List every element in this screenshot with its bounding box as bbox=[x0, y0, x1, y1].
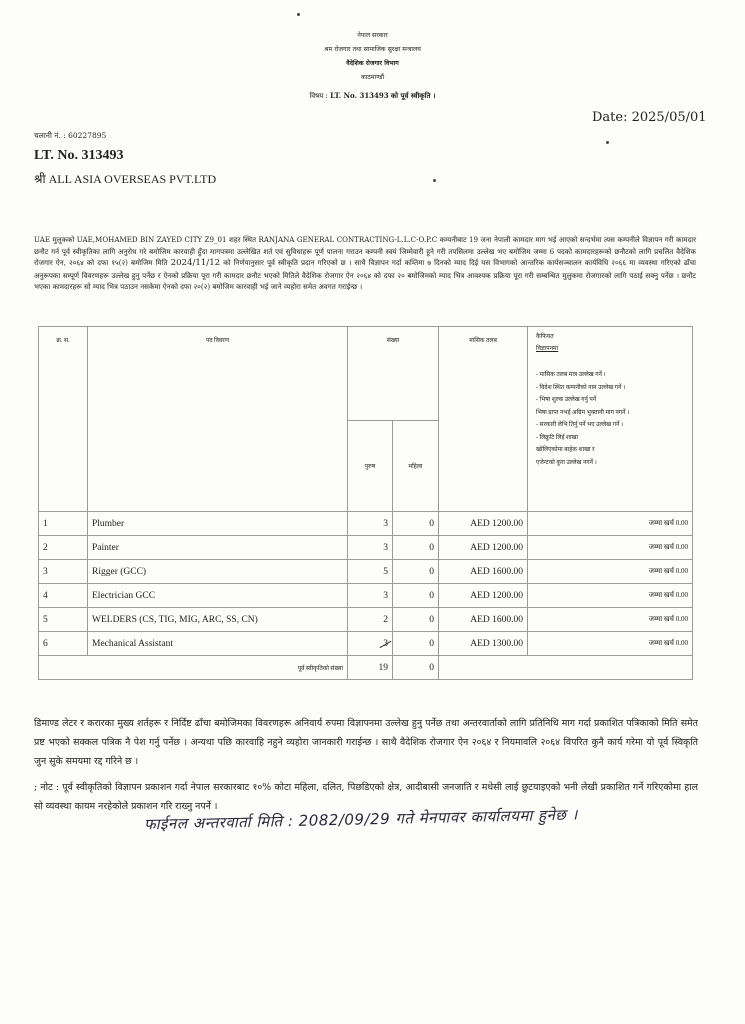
department-name: वैदेशिक रोजगार विभाग bbox=[346, 60, 399, 67]
table-row bbox=[39, 536, 693, 560]
row-fee: जम्मा खर्च 0.00 bbox=[528, 608, 693, 632]
row-female: 0 bbox=[393, 584, 439, 608]
col-remarks bbox=[528, 327, 693, 512]
row-fee: जम्मा खर्च 0.00 bbox=[528, 536, 693, 560]
intro-part1: UAE मुलुकको UAE,MOHAMED BIN ZAYED CITY Z9_01 शहर स्थित RANJANA GENERAL CONTRACTING-L.L.C-O.P.C कम्पनीबाट 19 जना नेपाली कामदार माग भई आएको सन्दर्भमा त्यस कम्पनीले विज्ञापन गरी कामदार छनौट गर्न पूर्व स्वीकृतिका लागि अनुरोध गरे बमोजिम कारवाही हुँदा मागपत्रमा उल्लेखित शर्त एवं सुविधाहरू पूर्ण पालना गराउन कम्पनी स्वयं जिम्मेवारी हुने गरी तपसिलमा उल्लेख भए बमोजिम जम्मा 6 पदको कामदारहरूको छनौटको लागि प्रचलित वैदेशिक रोजगार ऐन, २०६४ को दफा १५(२) बमोजिम मिति bbox=[34, 235, 696, 268]
remarks-item: खोलिएकोमा बाहेक शाखा र bbox=[536, 447, 595, 453]
jobs-table bbox=[38, 326, 693, 680]
col-male: पुरुष bbox=[348, 421, 393, 512]
row-male: 3 bbox=[348, 512, 393, 536]
row-male: 3 bbox=[348, 536, 393, 560]
remarks-item: - सरकारी लेभि तिर्नु पर्ने भए उल्लेख गर्ने । bbox=[536, 422, 624, 428]
table-row bbox=[39, 560, 693, 584]
row-post: Mechanical Assistant bbox=[88, 632, 348, 656]
scan-mark bbox=[433, 179, 436, 182]
remarks-item: - विदेश स्थित कम्पनीको नाम उल्लेख गर्ने । bbox=[536, 384, 626, 391]
row-sn: 5 bbox=[39, 608, 88, 632]
col-female: महिला bbox=[393, 421, 439, 512]
row-female: 0 bbox=[393, 560, 439, 584]
row-salary: AED 1300.00 bbox=[439, 632, 528, 656]
table-row bbox=[39, 512, 693, 536]
office-location: काठमाण्डौं bbox=[360, 74, 385, 81]
row-male-cell bbox=[348, 632, 393, 656]
subject-prefix: विषय : bbox=[309, 92, 328, 100]
row-female: 0 bbox=[393, 632, 439, 656]
table-header-row bbox=[39, 327, 693, 421]
row-post: Rigger (GCC) bbox=[88, 560, 348, 584]
row-fee: जम्मा खर्च 0.00 bbox=[528, 560, 693, 584]
row-post: Painter bbox=[88, 536, 348, 560]
scan-mark bbox=[297, 13, 300, 16]
row-fee: जम्मा खर्च 0.00 bbox=[528, 512, 693, 536]
row-female: 0 bbox=[393, 512, 439, 536]
col-count: संख्या bbox=[348, 327, 439, 421]
handwritten-note: फाईनल अन्तरवार्ता मिति : 2082/09/29 गते मेनपावर कार्यालयमा हुनेछ । bbox=[143, 805, 578, 834]
subject-suffix: को पूर्व स्वीकृति । bbox=[390, 91, 436, 100]
row-salary: AED 1200.00 bbox=[439, 512, 528, 536]
instructions-paragraph: डिमाण्ड लेटर र करारका मुख्य शर्तहरू र निर्दिष्ट ढाँचा बमोजिमका विवरणहरू अनिवार्य रुपमा विज्ञापनमा उल्लेख हुनु पर्नेछ तथा अन्तरवार्ताको लागि प्रतिनिधि माग गर्दा प्रकाशित पत्रिकाको मिति समेत प्रष्ट भएको सक्कल पत्रिक नै पेश गर्नु पर्नेछ । अन्यथा पछि कारवाहि नहुने व्यहोरा जानकारी गराईन्छ । साथै वैदेशिक रोजगार ऐन २०६४ र नियमावलि २०६४ विपरित कुनै कार्य गरेमा यो पूर्व स्विकृति जुन सुके समयमा रद्द गरिने छ । bbox=[34, 718, 698, 767]
row-male: 3 bbox=[383, 638, 388, 649]
row-female: 0 bbox=[393, 536, 439, 560]
row-sn: 4 bbox=[39, 584, 88, 608]
total-label: पूर्व स्वीकृतिको संख्या bbox=[39, 656, 348, 680]
col-post: पद विवरण bbox=[88, 327, 348, 512]
remarks-item: - मासिक तलब मात्र उल्लेख गर्ने । bbox=[536, 372, 606, 378]
row-male: 3 bbox=[348, 584, 393, 608]
total-male: 19 bbox=[348, 656, 393, 680]
remarks-subtitle: विज्ञापनमा bbox=[536, 346, 559, 352]
row-sn: 3 bbox=[39, 560, 88, 584]
row-sn: 2 bbox=[39, 536, 88, 560]
row-post: Plumber bbox=[88, 512, 348, 536]
total-female: 0 bbox=[393, 656, 439, 680]
remarks-item: भिषा प्राप्त नभई अग्रिम भुक्तानी माग नगर्ने । bbox=[536, 409, 630, 416]
col-salary: मासिक तलब bbox=[439, 327, 528, 512]
subject-line bbox=[0, 92, 745, 100]
row-post: Electrician GCC bbox=[88, 584, 348, 608]
intro-part2: को निर्णयानुसार पूर्व स्वीकृति प्रदान गरिएको छ । साथै विज्ञापन गर्दा कम्तिमा ७ दिनको म्याद दिई यस विभागको आन्तरिक कार्यसञ्चालन कार्यविधि २०६६ मा व्यवस्था गरिएको ढाँचा अनुरूपका सम्पूर्ण विवरणहरू उल्लेख हुनु पर्नेछ र ऐनको प्रक्रिया पूरा गरी कामदार छनौट भएको मितिले वैदेशिक रोजगार ऐन २०६४ को दफा २० बमोजिमको म्याद भित्र आवश्यक प्रक्रिया पूरा गरी सम्बन्धित मुलुकमा रोजगारको लागि पठाई सक्नु पर्नेछ । छनौट भएका कामदारहरू सो म्याद भित्र पठाउन नसकेमा ऐनको दफा २०(२) बमोजिम कारवाही भई जाने व्यहोरा समेत अवगत गराईन्छ । bbox=[34, 258, 696, 292]
remarks-item: - भिषा शुल्क उल्लेख गर्नु पर्ने bbox=[536, 397, 597, 403]
col-sn: क्र. स. bbox=[39, 327, 88, 512]
dispatch-number: चलानी नं. : 60227895 bbox=[34, 131, 107, 140]
table-row bbox=[39, 584, 693, 608]
company-name: श्री ALL ASIA OVERSEAS PVT.LTD bbox=[34, 172, 217, 186]
remarks-item: एजेन्टको कुरा उल्लेख नगर्ने । bbox=[536, 459, 597, 466]
lt-number: LT. No. 313493 bbox=[34, 148, 124, 163]
note-paragraph: ; नोट : पूर्व स्वीकृतिको विज्ञापन प्रकाशन गर्दा नेपाल सरकारबाट १०% कोटा महिला, दलित, पिछडिएको क्षेत्र, आदीबासी जनजाति र मधेसी लाई छुटयाइएको भनी लेखी प्रकाशित गर्ने गरिएकोमा हाल सो व्यवस्था कायम नरहेकोले प्रकाशन गरि राख्नु नपर्ने । bbox=[34, 782, 698, 812]
row-salary: AED 1200.00 bbox=[439, 584, 528, 608]
row-female: 0 bbox=[393, 608, 439, 632]
table-row bbox=[39, 632, 693, 656]
row-male: 5 bbox=[348, 560, 393, 584]
total-empty bbox=[439, 656, 693, 680]
row-sn: 6 bbox=[39, 632, 88, 656]
row-post: WELDERS (CS, TIG, MIG, ARC, SS, CN) bbox=[88, 608, 348, 632]
remarks-title: कैफियत bbox=[536, 334, 554, 340]
row-salary: AED 1200.00 bbox=[439, 536, 528, 560]
row-sn: 1 bbox=[39, 512, 88, 536]
total-row bbox=[39, 656, 693, 680]
remarks-item: - लिक्रुटि लिई शाखा bbox=[536, 434, 578, 441]
row-male: 2 bbox=[348, 608, 393, 632]
subject-lt: LT. No. 313493 bbox=[330, 91, 389, 100]
issue-date: Date: 2025/05/01 bbox=[592, 110, 707, 125]
row-salary: AED 1600.00 bbox=[439, 608, 528, 632]
intro-paragraph bbox=[34, 234, 696, 293]
row-fee: जम्मा खर्च 0.00 bbox=[528, 632, 693, 656]
row-salary: AED 1600.00 bbox=[439, 560, 528, 584]
gov-name: नेपाल सरकार bbox=[357, 32, 388, 39]
row-fee: जम्मा खर्च 0.00 bbox=[528, 584, 693, 608]
table-row bbox=[39, 608, 693, 632]
ministry-name: श्रम रोजगार तथा सामाजिक सुरक्षा मन्त्रालय bbox=[324, 46, 421, 53]
scan-mark bbox=[606, 141, 609, 144]
decision-date: 2024/11/12 bbox=[170, 258, 221, 269]
